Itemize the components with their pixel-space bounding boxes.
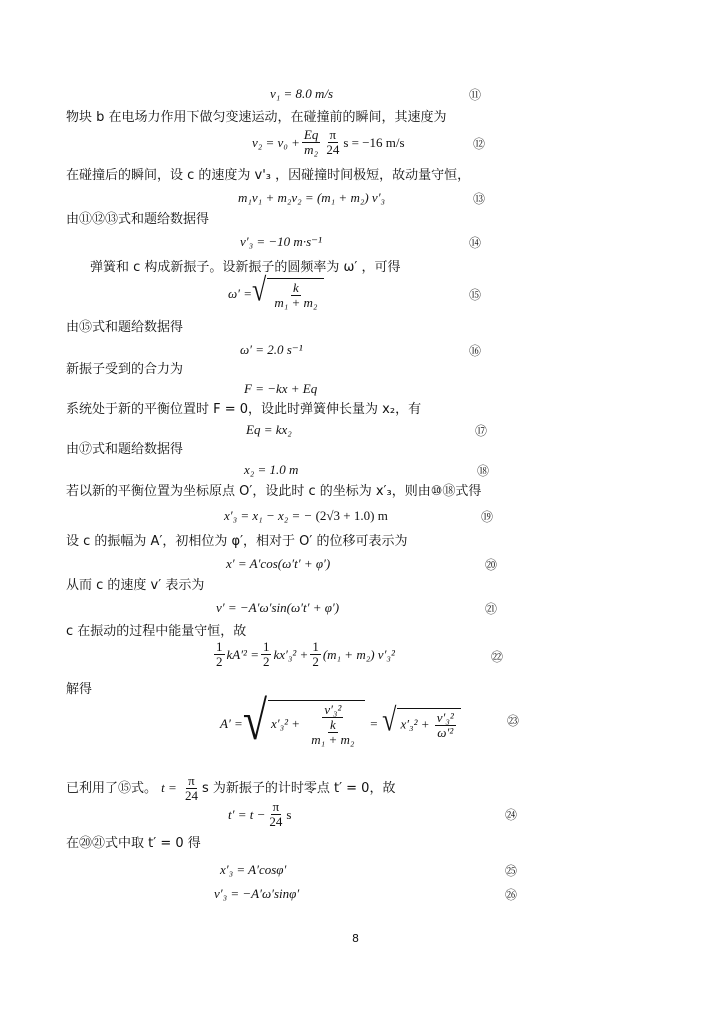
equation-number-23: ㉓ <box>506 714 519 728</box>
equation-11: v₁ = 8.0 m/s <box>270 86 334 101</box>
equation-number-11: ⑪ <box>468 88 481 102</box>
equation-number-16: ⑯ <box>468 344 481 358</box>
equation-19: x′₃ = x₁ − x₂ = − (2√3 + 1.0) m <box>224 508 388 523</box>
equation-17: Eq = kx₂ <box>246 422 292 437</box>
text-line: 若以新的平衡位置为坐标原点 O′，设此时 c 的坐标为 x′₃，则由⑩⑱式得 <box>66 484 482 499</box>
text-line: c 在振动的过程中能量守恒，故 <box>66 624 247 639</box>
text-line: 弹簧和 c 构成新振子。设新振子的圆频率为 ω′ ，可得 <box>90 260 401 275</box>
equation-24: t′ = t − $\frac{\pi}{24}$ s <box>228 799 292 829</box>
equation-number-14: ⑭ <box>468 236 481 250</box>
text-line: 已利用了⑮式。 t = $\frac{\pi}{24}$ s 为新振子的计时零点 t′ = 0，故 <box>66 773 396 803</box>
equation-number-24: ㉔ <box>504 808 517 822</box>
text-line: 设 c 的振幅为 A′，初相位为 φ′，相对于 O′ 的位移可表示为 <box>66 534 408 549</box>
equation-15: ω′ = √ $\frac{k}{\text{m₁ + m₂}}$ <box>228 278 324 310</box>
equation-22: $\frac{1}{2}$ kA′² = $\frac{1}{2}$ kx′₃² + $\frac{1}{2}$ (m₁ + m₂) v′₃² <box>216 639 395 669</box>
equation-number-15: ⑮ <box>468 288 481 302</box>
text-line: 从而 c 的速度 v′ 表示为 <box>66 578 205 593</box>
equation-number-13: ⑬ <box>472 192 485 206</box>
equation-23: A′ = √ x′₃² + $\frac{\text{v′₃²}}{\frac{k}{\text{m₁ + m₂}}}$ = √ x′₃² + $\frac{\text{v′₃²}}{\text{ω′²}}$ <box>220 700 461 747</box>
text-line: 解得 <box>66 682 93 697</box>
page-number: 8 <box>352 932 359 945</box>
equation-14: v′₃ = −10 m·s⁻¹ <box>240 234 322 249</box>
equation-12: v₂ = v₀ + $\frac{Eq}{\text{m₂}}$ $\frac{\pi}{24}$ s = −16 m/s <box>252 127 405 157</box>
text-line: 物块 b 在电场力作用下做匀变速运动，在碰撞前的瞬间，其速度为 <box>66 110 447 125</box>
equation-number-20: ⑳ <box>484 558 497 572</box>
equation-number-22: ㉒ <box>490 650 503 664</box>
equation-number-18: ⑱ <box>476 464 489 478</box>
text-line: 系统处于新的平衡位置时 F = 0，设此时弹簧伸长量为 x₂，有 <box>66 402 422 417</box>
equation-number-17: ⑰ <box>474 424 487 438</box>
equation-20: x′ = A′cos(ω′t′ + φ′) <box>226 556 331 571</box>
equation-21: v′ = −A′ω′sin(ω′t′ + φ′) <box>216 600 340 615</box>
text-line: 新振子受到的合力为 <box>66 362 184 377</box>
equation-16: ω′ = 2.0 s⁻¹ <box>240 342 303 357</box>
text-line: 由⑮式和题给数据得 <box>66 320 184 335</box>
equation-18: x₂ = 1.0 m <box>244 462 299 477</box>
equation-26: v′₃ = −A′ω′sinφ′ <box>214 886 300 901</box>
equation-number-12: ⑫ <box>472 137 485 151</box>
equation-number-26: ㉖ <box>504 888 517 902</box>
text-line: 由⑪⑫⑬式和题给数据得 <box>66 212 210 227</box>
equation-force: F = −kx + Eq <box>244 381 318 396</box>
text-line: 由⑰式和题给数据得 <box>66 442 184 457</box>
text-line: 在⑳㉑式中取 t′ = 0 得 <box>66 836 201 851</box>
text-line: 在碰撞后的瞬间，设 c 的速度为 v'₃ ，因碰撞时间极短，故动量守恒， <box>66 168 471 183</box>
equation-number-19: ⑲ <box>480 510 493 524</box>
equation-number-21: ㉑ <box>484 602 497 616</box>
equation-13: m₁v₁ + m₂v₂ = (m₁ + m₂) v′₃ <box>238 190 386 205</box>
equation-25: x′₃ = A′cosφ′ <box>220 862 287 877</box>
equation-number-25: ㉕ <box>504 864 517 878</box>
